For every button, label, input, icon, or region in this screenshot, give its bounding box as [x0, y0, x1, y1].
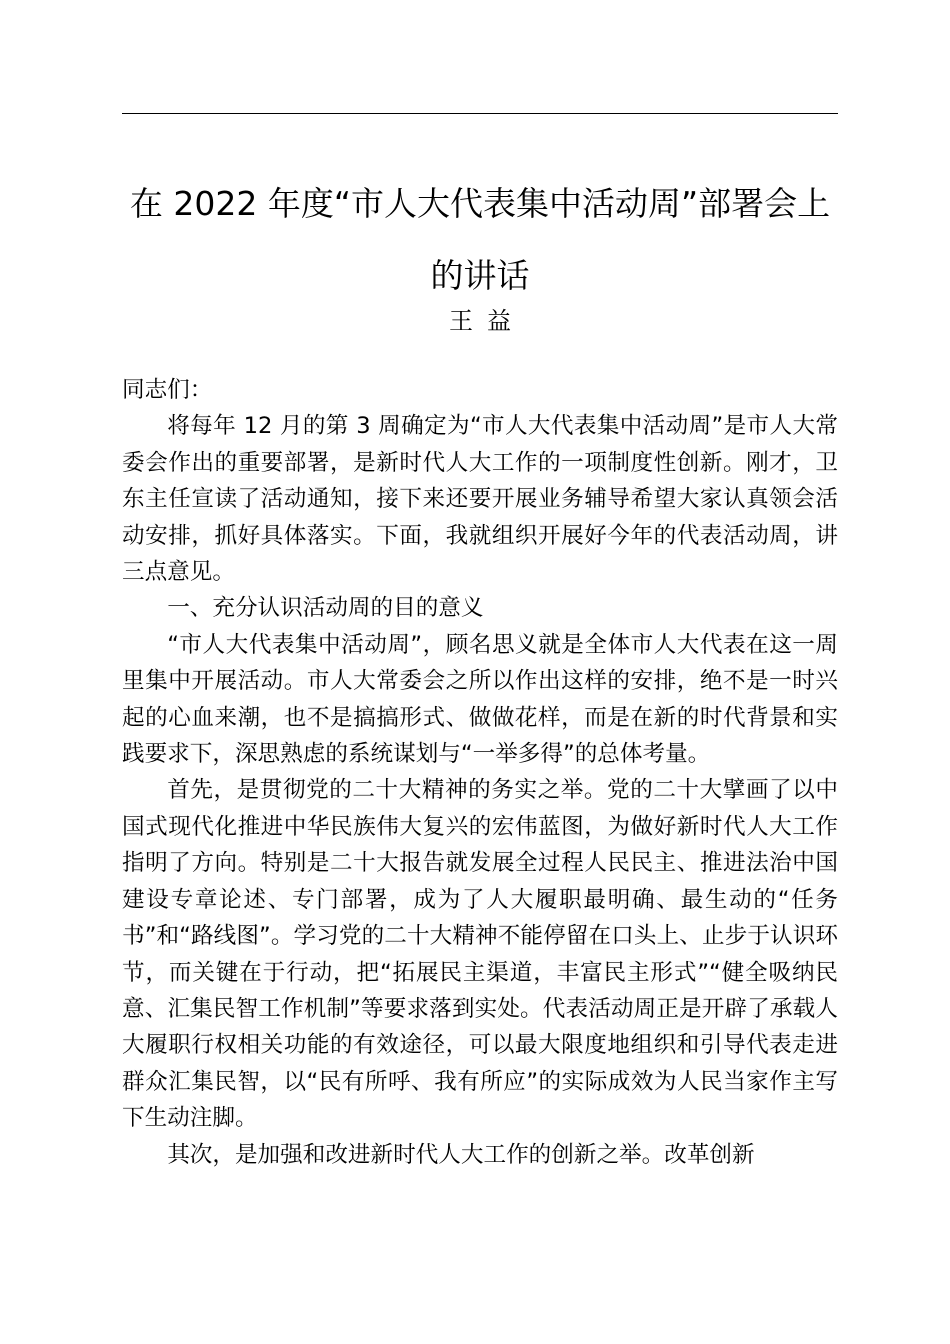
- salutation: 同志们：: [122, 377, 213, 403]
- author-name: 王益: [449, 307, 525, 335]
- paragraph-activity-week: “市人大代表集中活动周”，顾名思义就是全体市人大代表在这一周里集中开展活动。市人大常委会之所以作出这样的安排，绝不是一时兴起的心血来潮，也不是搞搞形式、做做花样，而是在新的时代背景和实践要求下，深思熟虑的系统谋划与“一举多得”的总体考量。: [122, 631, 838, 768]
- header-rule: [122, 113, 838, 114]
- paragraph-intro: 将每年 12 月的第 3 周确定为“市人大代表集中活动周”是市人大常委会作出的重要部署，是新时代人大工作的一项制度性创新。刚才，卫东主任宣读了活动通知，接下来还要开展业务辅导希望大家认真领会活动安排，抓好具体落实。下面，我就组织开展好今年的代表活动周，讲三点意见。: [122, 413, 838, 586]
- section-heading-1: 一、充分认识活动周的目的意义: [167, 595, 484, 622]
- paragraph-second-point: 其次，是加强和改进新时代人大工作的创新之举。改革创新: [167, 1141, 755, 1168]
- paragraph-first-point: 首先，是贯彻党的二十大精神的务实之举。党的二十大擘画了以中国式现代化推进中华民族伟大复兴的宏伟蓝图，为做好新时代人大工作指明了方向。特别是二十大报告就发展全过程人民民主、推进法治中国建设专章论述、专门部署，成为了人大履职最明确、最生动的“任务书”和“路线图”。学习党的二十大精神不能停留在口头上、止步于认识环节，而关键在于行动，把“拓展民主渠道，丰富民主形式”“健全吸纳民意、汇集民智工作机制”等要求落到实处。代表活动周正是开辟了承载人大履职行权相关功能的有效途径，可以最大限度地组织和引导代表走进群众汇集民智，以“民有所呼、我有所应”的实际成效为人民当家作主写下生动注脚。: [122, 777, 838, 1132]
- document-body: [122, 372, 838, 1173]
- document-title: 在 2022 年度“市人大代表集中活动周”部署会上的讲话: [129, 184, 831, 295]
